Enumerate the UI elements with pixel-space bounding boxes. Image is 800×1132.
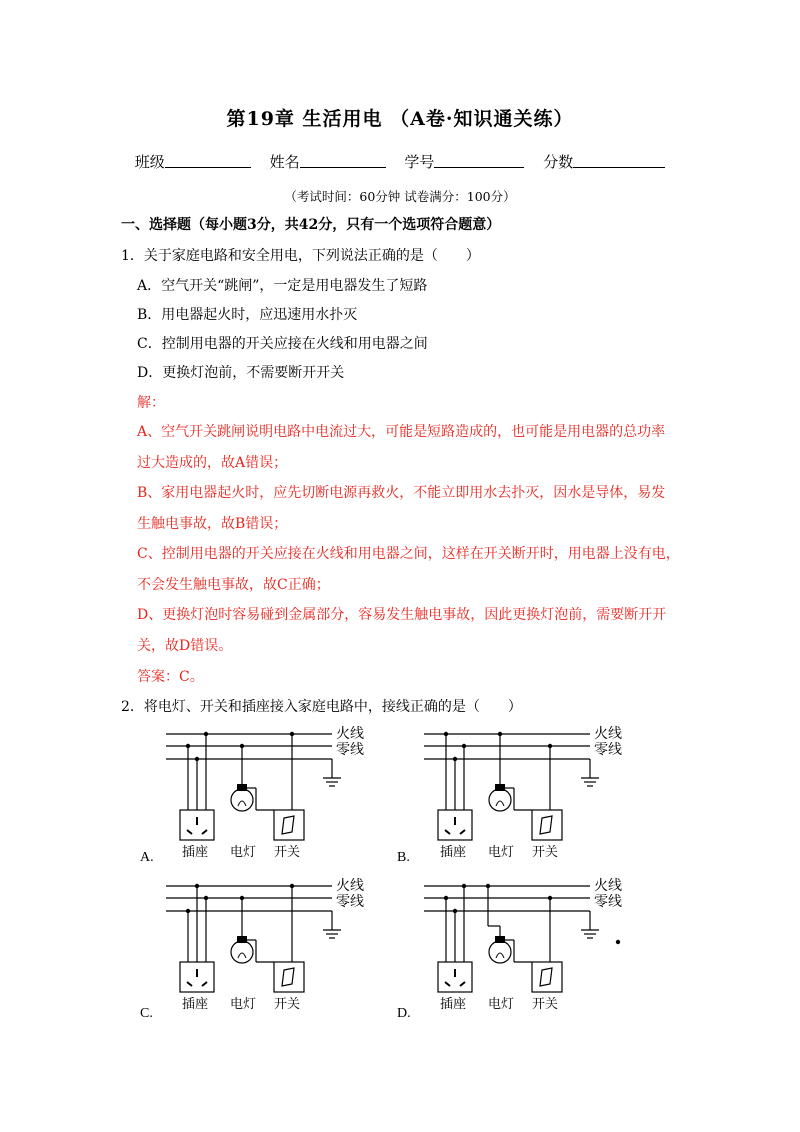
page-title: 第19章 生活用电 （A卷·知识通关练） [226,108,574,130]
q1-option-a: A．空气开关“跳闸”，一定是用电器发生了短路 [137,278,428,294]
switch-rocker [540,816,552,834]
solution-line-7: D、更换灯泡时容易碰到金属部分，容易发生触电事故，因此更换灯泡前，需要断开开 [137,607,667,623]
circuit-diagram-a [160,724,375,869]
score-blank [573,153,665,168]
lamp-icon [231,789,253,811]
junction-dot [195,757,199,761]
q2-option-a-letter: A. [140,850,154,865]
junction-dot [186,909,190,913]
switch-icon [274,962,304,992]
junction-dot [462,744,466,748]
switch-icon [274,810,304,840]
name-blank [300,153,386,168]
junction-dot [204,896,208,900]
neutral-label: 零线 [336,742,364,758]
junction-dot [444,896,448,900]
lamp-label: 电灯 [230,845,257,860]
junction-dot [548,744,552,748]
switch-rocker [540,968,552,986]
switch-icon [532,962,562,992]
socket-label: 插座 [440,997,467,1012]
socket-pin [460,982,465,986]
socket-pin [460,830,465,834]
q2-option-b-letter: B. [397,850,410,865]
switch-rocker [282,816,294,834]
socket-label: 插座 [182,997,209,1012]
lamp-icon [489,789,511,811]
q1-option-d: D．更换灯泡前，不需要断开开关 [137,365,345,381]
junction-dot [498,732,502,736]
socket-pin [187,830,192,834]
circuit-diagram-d [418,876,633,1021]
junction-dot [204,732,208,736]
socket-label: 插座 [182,845,209,860]
junction-dot [462,884,466,888]
live-label: 火线 [594,878,622,894]
junction-dot [240,896,244,900]
name-label: 姓名 [269,153,300,171]
lamp-icon [489,941,511,963]
socket-pin [187,982,192,986]
solution-line-4: 生触电事故，故B错误； [137,516,288,532]
switch-label: 开关 [532,997,559,1012]
junction-dot [290,884,294,888]
question-1-stem: 1．关于家庭电路和安全用电，下列说法正确的是（ ） [121,248,480,264]
socket-pin [445,830,450,834]
solution-line-1: A、空气开关跳闸说明电路中电流过大，可能是短路造成的，也可能是用电器的总功率 [137,424,666,440]
switch-rocker [282,968,294,986]
solution-line-6: 不会发生触电事故，故C正确； [137,577,330,593]
socket-pin [202,830,207,834]
answer-line: 答案：C。 [137,669,204,685]
id-blank [434,153,524,168]
solution-line-5: C、控制用电器的开关应接在火线和用电器之间，这样在开关断开时，用电器上没有电， [137,546,680,562]
switch-label: 开关 [274,845,301,860]
class-label: 班级 [134,153,165,171]
lamp-label: 电灯 [488,997,515,1012]
junction-dot [290,732,294,736]
junction-dot [486,884,490,888]
neutral-label: 零线 [594,742,622,758]
circuit-diagram-b [418,724,633,869]
live-label: 火线 [336,878,364,894]
neutral-label: 零线 [336,894,364,910]
class-blank [165,153,251,168]
exam-time-info: （考试时间：60分钟 试卷满分：100分） [284,189,516,204]
solution-line-8: 关，故D错误。 [137,638,233,654]
neutral-label: 零线 [594,894,622,910]
junction-dot [453,757,457,761]
solution-label: 解： [137,395,165,411]
junction-dot [240,744,244,748]
switch-label: 开关 [532,845,559,860]
junction-dot [548,896,552,900]
lamp-icon [231,941,253,963]
lamp-label: 电灯 [488,845,515,860]
solution-line-3: B、家用电器起火时，应先切断电源再救火，不能立即用水去扑灭，因水是导体，易发 [137,485,666,501]
q1-option-c: C．控制用电器的开关应接在火线和用电器之间 [137,336,428,352]
switch-label: 开关 [274,997,301,1012]
socket-pin [202,982,207,986]
circuit-diagram-c [160,876,375,1021]
junction-dot [453,909,457,913]
junction-dot [616,940,620,944]
q2-option-c-letter: C. [140,1006,153,1021]
live-label: 火线 [336,726,364,742]
live-label: 火线 [594,726,622,742]
junction-dot [195,884,199,888]
student-info-row [0,151,800,172]
score-label: 分数 [543,153,574,171]
junction-dot [186,744,190,748]
socket-pin [445,982,450,986]
section-heading: 一、选择题（每小题3分，共42分，只有一个选项符合题意） [121,217,501,233]
q1-option-b: B．用电器起火时，应迅速用水扑灭 [137,307,358,323]
lamp-label: 电灯 [230,997,257,1012]
solution-line-2: 过大造成的，故A错误； [137,455,288,471]
question-2-stem: 2．将电灯、开关和插座接入家庭电路中，接线正确的是（ ） [121,699,522,715]
junction-dot [444,732,448,736]
id-label: 学号 [404,153,435,171]
socket-label: 插座 [440,845,467,860]
switch-icon [532,810,562,840]
q2-option-d-letter: D. [397,1006,411,1021]
